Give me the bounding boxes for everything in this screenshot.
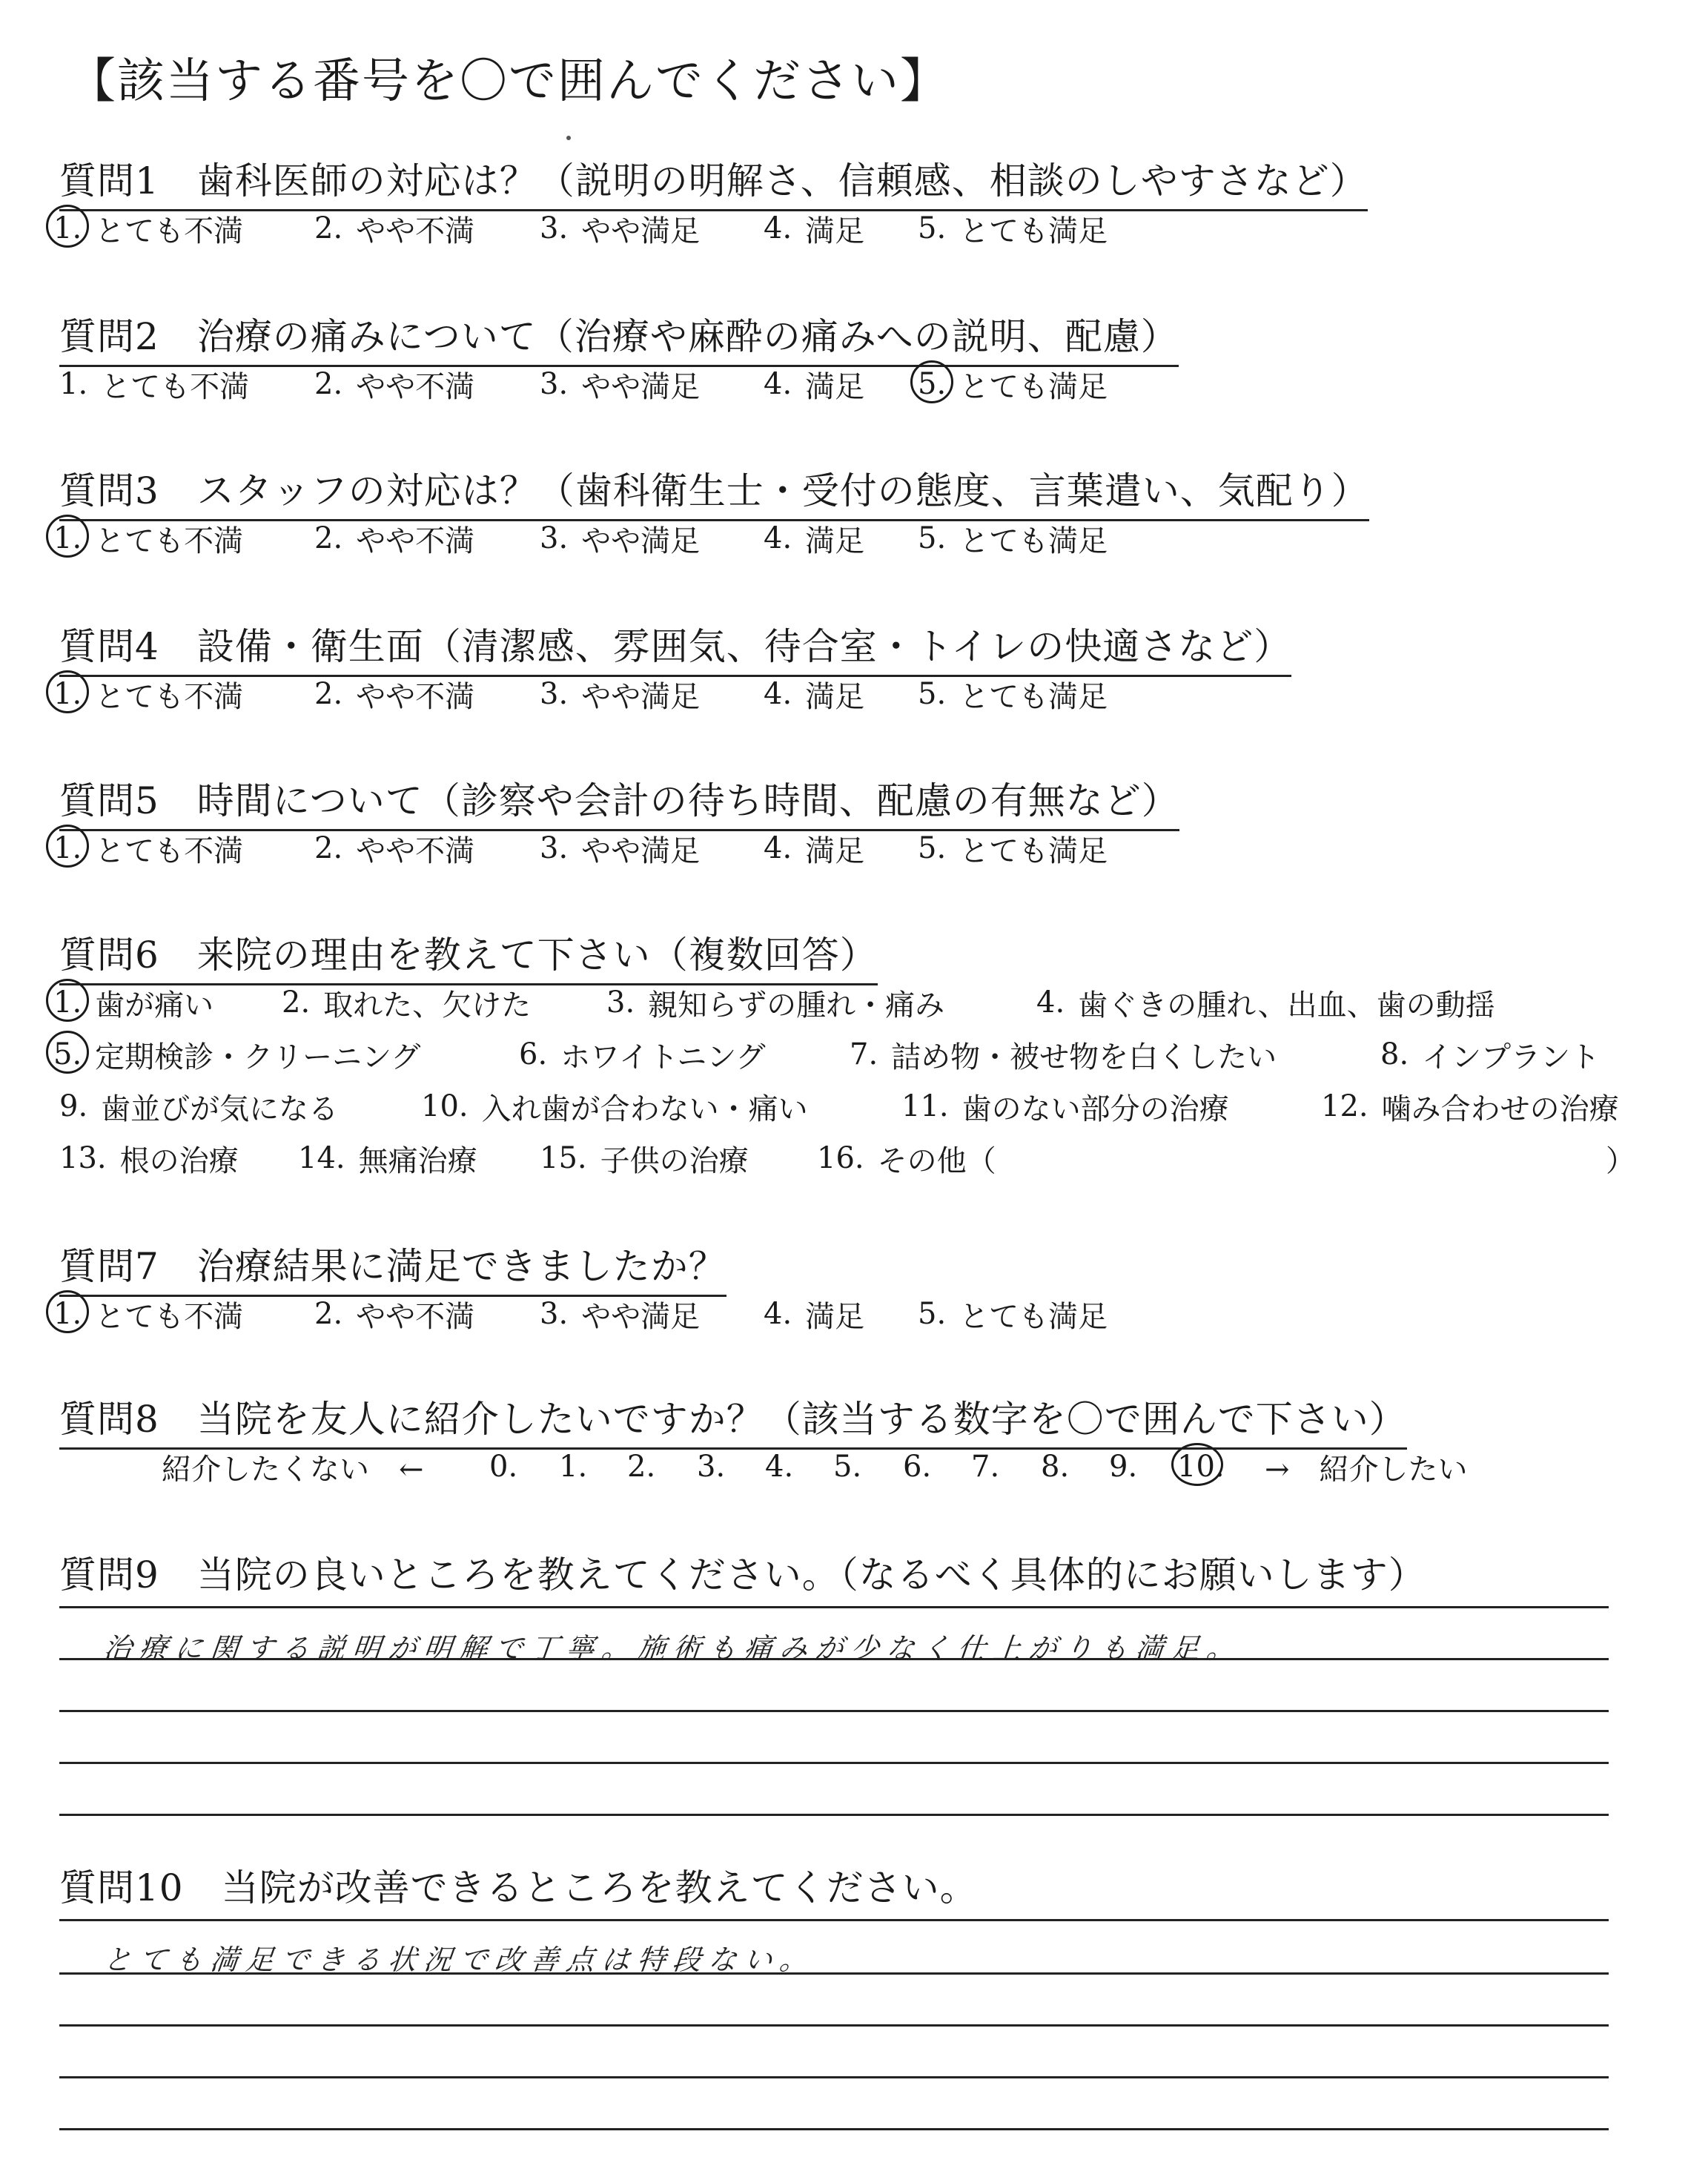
q4-option-1[interactable] xyxy=(53,672,243,716)
q2-option-5[interactable] xyxy=(918,362,1108,406)
q1-option-3-label: やや満足 xyxy=(581,214,701,248)
scale-value-2-number: 2. xyxy=(627,1450,656,1484)
q6-option-16-label: その他（ xyxy=(877,1143,996,1178)
q10-answer-line-1 xyxy=(59,1919,1609,1921)
q5-option-1[interactable] xyxy=(53,826,243,871)
q6-option-3-label: 親知らずの腫れ・痛み xyxy=(648,988,945,1023)
q5-option-5-number: 5. xyxy=(918,831,947,865)
q4-option-5-label: とても満足 xyxy=(959,679,1108,714)
q6-option-8-number: 8. xyxy=(1380,1037,1409,1071)
q2-option-5-label: とても満足 xyxy=(959,369,1108,404)
q1-option-2-number: 2. xyxy=(314,211,343,245)
q5-option-4-label: 満足 xyxy=(805,833,865,868)
q4-option-3[interactable] xyxy=(540,672,700,716)
q5-option-5-label: とても満足 xyxy=(959,833,1108,868)
q4-option-2-number: 2. xyxy=(314,677,343,711)
q2-option-4[interactable] xyxy=(764,362,864,406)
q4-option-4[interactable] xyxy=(764,672,864,716)
scale-value-7-number: 7. xyxy=(971,1450,1000,1484)
scale-value-5[interactable] xyxy=(833,1444,875,1489)
scale-value-1[interactable] xyxy=(559,1444,600,1489)
q6-option-9-label: 歯並びが気になる xyxy=(101,1091,339,1126)
q6-option-13-label: 根の治療 xyxy=(119,1143,239,1178)
q2-option-3-label: やや満足 xyxy=(581,369,701,404)
q1-option-3[interactable] xyxy=(540,206,700,251)
q7-option-1[interactable] xyxy=(53,1292,243,1336)
question-4-heading: 質問4 設備・衛生面（清潔感、雰囲気、待合室・トイレの快適さなど） xyxy=(59,617,1291,677)
q3-option-4-label: 満足 xyxy=(805,524,865,558)
q3-option-3-number: 3. xyxy=(540,521,569,555)
q1-option-4[interactable] xyxy=(764,206,864,251)
q1-option-2-label: やや不満 xyxy=(356,214,475,248)
q6-option-14-label: 無痛治療 xyxy=(358,1143,477,1178)
q7-option-1-number: 1. xyxy=(53,1297,82,1331)
q6-option-12-label: 噛み合わせの治療 xyxy=(1381,1091,1619,1126)
q6-option-15-number: 15. xyxy=(540,1141,587,1175)
q3-option-3-label: やや満足 xyxy=(581,524,701,558)
q3-option-4-number: 4. xyxy=(764,521,792,555)
q2-option-1-label: とても不満 xyxy=(101,369,250,404)
question-4-options xyxy=(46,672,1692,716)
q6-option-6-number: 6. xyxy=(519,1037,548,1071)
q3-option-5[interactable] xyxy=(918,516,1108,561)
q6-option-1-number: 1. xyxy=(53,985,82,1020)
q4-option-1-label: とても不満 xyxy=(95,679,244,714)
question-1-options xyxy=(46,206,1692,251)
scale-value-5-number: 5. xyxy=(833,1450,862,1484)
q7-option-3-label: やや満足 xyxy=(581,1299,701,1334)
q6-option-8[interactable] xyxy=(1380,1032,1600,1077)
q3-option-1[interactable] xyxy=(53,516,243,561)
scale-value-1-number: 1. xyxy=(559,1450,588,1484)
q6-option-10-label: 入れ歯が合わない・痛い xyxy=(481,1091,808,1126)
q3-option-2-number: 2. xyxy=(314,521,343,555)
q6-option-2-label: 取れた、欠けた xyxy=(323,988,532,1023)
q6-option-5[interactable] xyxy=(53,1032,420,1077)
q6-option-1[interactable] xyxy=(53,980,214,1025)
q5-option-4[interactable] xyxy=(764,826,864,871)
q6-option-9[interactable] xyxy=(59,1084,338,1129)
q1-option-1[interactable] xyxy=(53,206,243,251)
scale-value-10[interactable] xyxy=(1177,1444,1238,1489)
q6-option-13-number: 13. xyxy=(59,1141,107,1175)
question-1-heading: 質問1 歯科医師の対応は？（説明の明解さ、信頼感、相談のしやすさなど） xyxy=(59,151,1368,211)
scale-left-label: 紹介したくない ← xyxy=(162,1452,424,1487)
question-2-options xyxy=(46,362,1692,406)
q4-option-5[interactable] xyxy=(918,672,1108,716)
question-6-row-3 xyxy=(46,1084,1692,1129)
scale-value-8[interactable] xyxy=(1041,1444,1082,1489)
q5-option-3[interactable] xyxy=(540,826,700,871)
question-3-heading: 質問3 スタッフの対応は？（歯科衛生士・受付の態度、言葉遣い、気配り） xyxy=(59,461,1369,521)
scale-right-label: → 紹介したい xyxy=(1265,1452,1468,1487)
q6-option-4-number: 4. xyxy=(1036,985,1065,1020)
q5-option-5[interactable] xyxy=(918,826,1108,871)
q7-option-1-label: とても不満 xyxy=(95,1299,244,1334)
q6-option-10[interactable] xyxy=(421,1084,808,1129)
question-5-options xyxy=(46,826,1692,871)
q6-option-10-number: 10. xyxy=(421,1089,469,1123)
q4-option-3-number: 3. xyxy=(540,677,569,711)
q6-option-4[interactable] xyxy=(1036,980,1495,1025)
q6-option-3-number: 3. xyxy=(606,985,635,1020)
question-6-row-4 xyxy=(46,1136,1692,1180)
q3-option-2[interactable] xyxy=(314,516,474,561)
q4-option-4-label: 満足 xyxy=(805,679,865,714)
q5-option-1-label: とても不満 xyxy=(95,833,244,868)
q6-option-14-number: 14. xyxy=(298,1141,345,1175)
question-6-heading: 質問6 来院の理由を教えて下さい（複数回答） xyxy=(59,925,878,985)
q4-option-1-number: 1. xyxy=(53,677,82,711)
question-3-options xyxy=(46,516,1692,561)
q3-option-3[interactable] xyxy=(540,516,700,561)
q2-option-3[interactable] xyxy=(540,362,700,406)
q6-option-1-label: 歯が痛い xyxy=(95,988,214,1023)
q6-option-13[interactable] xyxy=(59,1136,239,1180)
q6-option-16[interactable] xyxy=(817,1136,996,1180)
q6-option-6[interactable] xyxy=(519,1032,766,1077)
q4-option-2-label: やや不満 xyxy=(356,679,475,714)
q2-option-2-number: 2. xyxy=(314,367,343,401)
scale-value-3-number: 3. xyxy=(697,1450,726,1484)
q7-option-4-label: 満足 xyxy=(805,1299,865,1334)
q10-answer-line-2 xyxy=(59,1972,1609,1975)
q9-answer-line-3 xyxy=(59,1710,1609,1712)
q6-option-2-number: 2. xyxy=(282,985,311,1020)
q3-option-2-label: やや不満 xyxy=(356,524,475,558)
question-2-heading: 質問2 治療の痛みについて（治療や麻酔の痛みへの説明、配慮） xyxy=(59,307,1179,367)
q1-option-4-label: 満足 xyxy=(805,214,865,248)
scan-dot xyxy=(566,136,571,140)
q3-option-4[interactable] xyxy=(764,516,864,561)
q1-option-1-label: とても不満 xyxy=(95,214,244,248)
scale-value-0[interactable] xyxy=(489,1444,531,1489)
q6-option-7-number: 7. xyxy=(850,1037,878,1071)
question-8-heading: 質問8 当院を友人に紹介したいですか？（該当する数字を〇で囲んで下さい） xyxy=(59,1390,1407,1450)
q6-option-11[interactable] xyxy=(901,1084,1229,1129)
q6-option-14[interactable] xyxy=(298,1136,477,1180)
question-7-heading: 質問7 治療結果に満足できましたか？ xyxy=(59,1237,726,1297)
q5-option-2-label: やや不満 xyxy=(356,833,475,868)
q5-option-3-label: やや満足 xyxy=(581,833,701,868)
question-5-heading: 質問5 時間について（診察や会計の待ち時間、配慮の有無など） xyxy=(59,771,1179,831)
q5-option-1-number: 1. xyxy=(53,831,82,865)
q9-answer-line-5 xyxy=(59,1814,1609,1816)
q2-option-4-label: 満足 xyxy=(805,369,865,404)
q7-option-3-number: 3. xyxy=(540,1297,569,1331)
q5-option-2[interactable] xyxy=(314,826,474,871)
q6-option-11-label: 歯のない部分の治療 xyxy=(961,1091,1229,1126)
q7-option-2[interactable] xyxy=(314,1292,474,1336)
q1-option-3-number: 3. xyxy=(540,211,569,245)
scale-value-6[interactable] xyxy=(903,1444,944,1489)
q7-option-5[interactable] xyxy=(918,1292,1108,1336)
question-8-scale xyxy=(156,1444,1527,1489)
q6-option-16-number: 16. xyxy=(817,1141,864,1175)
q5-option-3-number: 3. xyxy=(540,831,569,865)
q10-answer-line-4 xyxy=(59,2076,1609,2078)
scale-value-7[interactable] xyxy=(971,1444,1013,1489)
q5-option-4-number: 4. xyxy=(764,831,792,865)
q6-other-close-paren-label: ） xyxy=(1606,1143,1635,1178)
q6-option-15-label: 子供の治療 xyxy=(600,1143,749,1178)
q7-option-4-number: 4. xyxy=(764,1297,792,1331)
scale-value-2[interactable] xyxy=(627,1444,669,1489)
question-6-row-1 xyxy=(46,980,1692,1025)
q2-option-2[interactable] xyxy=(314,362,474,406)
scale-value-4-number: 4. xyxy=(765,1450,794,1484)
q6-option-3[interactable] xyxy=(606,980,944,1025)
q7-option-4[interactable] xyxy=(764,1292,864,1336)
q4-option-5-number: 5. xyxy=(918,677,947,711)
q7-option-5-label: とても満足 xyxy=(959,1299,1108,1334)
q1-option-5-number: 5. xyxy=(918,211,947,245)
q3-option-5-label: とても満足 xyxy=(959,524,1108,558)
q4-option-4-number: 4. xyxy=(764,677,792,711)
q6-option-9-number: 9. xyxy=(59,1089,88,1123)
scale-value-9-number: 9. xyxy=(1109,1450,1138,1484)
scale-value-8-number: 8. xyxy=(1041,1450,1070,1484)
q2-option-1-number: 1. xyxy=(59,367,88,401)
q1-option-5[interactable] xyxy=(918,206,1108,251)
q6-option-6-label: ホワイトニング xyxy=(560,1040,766,1074)
q10-handwritten-answer: とても満足できる状況で改善点は特段ない。 xyxy=(102,1943,817,1976)
q4-option-3-label: やや満足 xyxy=(581,679,701,714)
q2-option-2-label: やや不満 xyxy=(356,369,475,404)
q6-option-5-number: 5. xyxy=(53,1037,82,1071)
q9-answer-line-1 xyxy=(59,1606,1609,1608)
q6-option-8-label: インプラント xyxy=(1422,1040,1601,1074)
q6-other-close-paren xyxy=(1606,1136,1635,1180)
q9-handwritten-answer: 治療に関する説明が明解で丁寧。施術も痛みが少なく仕上がりも満足。 xyxy=(102,1632,1244,1665)
q6-option-11-number: 11. xyxy=(901,1089,949,1123)
q1-option-4-number: 4. xyxy=(764,211,792,245)
q9-answer-line-4 xyxy=(59,1762,1609,1764)
q4-option-2[interactable] xyxy=(314,672,474,716)
question-10-heading: 質問10 当院が改善できるところを教えてください。 xyxy=(59,1866,978,1909)
q6-option-7-label: 詰め物・被せ物を白くしたい xyxy=(891,1040,1277,1074)
q6-option-15[interactable] xyxy=(540,1136,749,1180)
scale-value-0-number: 0. xyxy=(489,1450,518,1484)
q3-option-1-number: 1. xyxy=(53,521,82,555)
q3-option-5-number: 5. xyxy=(918,521,947,555)
q5-option-2-number: 2. xyxy=(314,831,343,865)
q1-option-2[interactable] xyxy=(314,206,474,251)
q1-option-1-number: 1. xyxy=(53,211,82,245)
q3-option-1-label: とても不満 xyxy=(95,524,244,558)
q6-option-4-label: 歯ぐきの腫れ、出血、歯の動揺 xyxy=(1078,988,1495,1023)
q7-option-3[interactable] xyxy=(540,1292,700,1336)
question-9-heading: 質問9 当院の良いところを教えてください。（なるべく具体的にお願いします） xyxy=(59,1553,1426,1596)
scale-value-4[interactable] xyxy=(765,1444,807,1489)
q2-option-1[interactable] xyxy=(59,362,249,406)
q1-option-5-label: とても満足 xyxy=(959,214,1108,248)
scale-value-9[interactable] xyxy=(1109,1444,1151,1489)
q7-option-5-number: 5. xyxy=(918,1297,947,1331)
q2-option-5-number: 5. xyxy=(918,367,947,401)
scale-value-6-number: 6. xyxy=(903,1450,932,1484)
scale-value-3[interactable] xyxy=(697,1444,738,1489)
question-7-options xyxy=(46,1292,1692,1336)
q7-option-2-label: やや不満 xyxy=(356,1299,475,1334)
q2-option-3-number: 3. xyxy=(540,367,569,401)
question-6-row-2 xyxy=(46,1032,1692,1077)
q6-option-2[interactable] xyxy=(282,980,531,1025)
q10-answer-line-3 xyxy=(59,2024,1609,2027)
q6-option-12[interactable] xyxy=(1321,1084,1619,1129)
q6-option-5-label: 定期検診・クリーニング xyxy=(95,1040,421,1074)
q6-option-7[interactable] xyxy=(850,1032,1277,1077)
q2-option-4-number: 4. xyxy=(764,367,792,401)
scale-value-10-number: 10. xyxy=(1177,1450,1225,1484)
q9-answer-line-2 xyxy=(59,1658,1609,1660)
q6-option-12-number: 12. xyxy=(1321,1089,1368,1123)
q7-option-2-number: 2. xyxy=(314,1297,343,1331)
q10-answer-line-5 xyxy=(59,2128,1609,2130)
page-title: 【該当する番号を〇で囲んでください】 xyxy=(68,54,949,109)
